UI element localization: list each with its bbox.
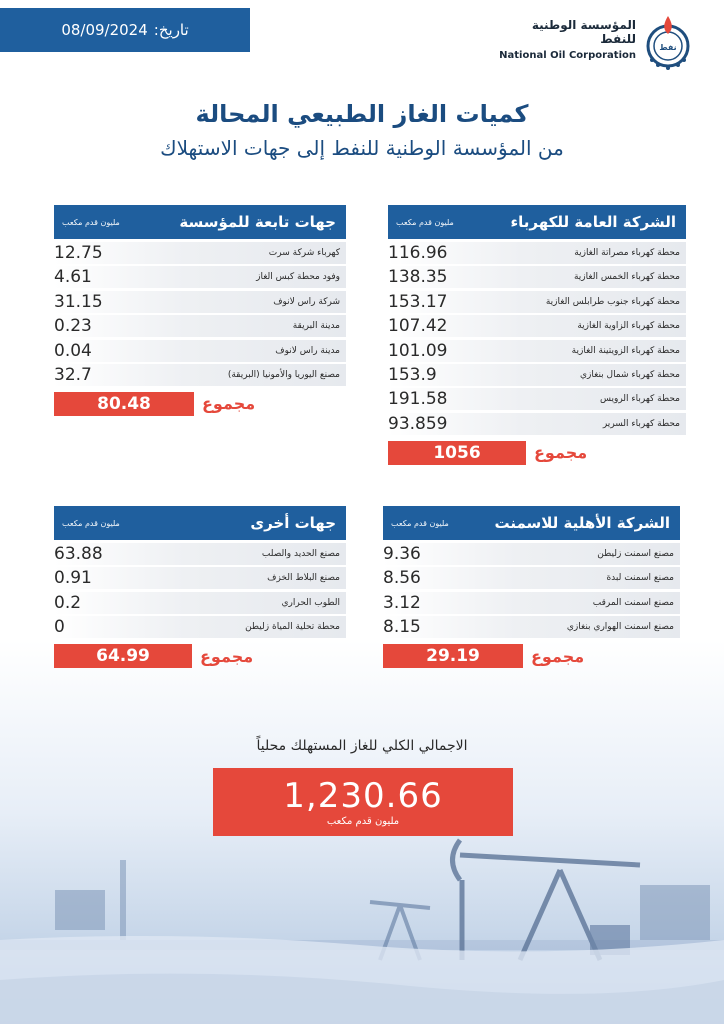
row-value: 12.75 [54, 243, 103, 263]
table-row [388, 242, 686, 264]
row-value: 0.04 [54, 340, 92, 361]
row-value: 0.91 [54, 568, 92, 589]
row-value: 63.88 [54, 544, 103, 564]
row-label: محطة كهرباء الزاوية الغازية [577, 321, 680, 332]
table-row [54, 567, 346, 589]
grand-total-unit: مليون قدم مكعب [326, 816, 400, 827]
row-label: مصنع اسمنت زليطن [597, 549, 674, 559]
panel-unit: مليون قدم مكعب [396, 217, 454, 227]
panel-title: جهات أخرى [250, 514, 336, 532]
row-value: 101.09 [388, 340, 448, 361]
row-value: 4.61 [54, 267, 92, 288]
table-row [54, 592, 346, 614]
panel-subsidiaries [54, 205, 346, 416]
total-value: 80.48 [54, 392, 194, 416]
row-label: مصنع اسمنت المرقب [592, 597, 674, 608]
table-row [54, 543, 346, 565]
row-value: 93.859 [388, 413, 448, 434]
table-row [388, 266, 686, 288]
total-value: 29.19 [383, 644, 523, 668]
table-row [54, 340, 346, 362]
panel-others [54, 506, 346, 668]
row-label: محطة كهرباء الخمس الغازية [573, 272, 680, 283]
row-label: محطة كهرباء جنوب طرابلس الغازية [545, 296, 680, 307]
rows [388, 242, 686, 435]
row-label: شركة راس لانوف [273, 296, 340, 307]
table-row [388, 413, 686, 435]
row-label: مدينة البريقة [292, 321, 340, 332]
row-value: 107.42 [388, 316, 448, 337]
panel-header [388, 205, 686, 239]
page-title-block [0, 100, 724, 160]
panel-title: الشركة العامة للكهرباء [510, 213, 676, 231]
total-label: مجموع [534, 443, 588, 463]
rows [54, 242, 346, 386]
row-label: محطة كهرباء الرويس [600, 394, 680, 405]
panel-title: جهات تابعة للمؤسسة [179, 213, 336, 231]
row-value: 8.15 [383, 617, 421, 638]
total-row [383, 644, 680, 668]
table-row [388, 364, 686, 386]
row-label: محطة كهرباء مصراتة الغازية [574, 248, 680, 258]
row-label: محطة كهرباء شمال بنغازي [579, 369, 680, 380]
date-bar [0, 8, 250, 52]
table-row [388, 340, 686, 362]
row-label: مصنع اليوريا والأمونيا (البريقة) [227, 369, 340, 380]
table-row [383, 616, 680, 638]
table-row [54, 315, 346, 337]
panel-unit: مليون قدم مكعب [391, 518, 449, 528]
row-value: 0.23 [54, 316, 92, 337]
row-label: محطة كهرباء الزويتينة الغازية [571, 345, 680, 356]
total-row [54, 644, 346, 668]
row-value: 153.17 [388, 291, 448, 312]
total-value: 64.99 [54, 644, 192, 668]
row-value: 8.56 [383, 568, 421, 589]
org-name-ar: المؤسسة الوطنية للنفط [531, 18, 636, 46]
total-row [388, 441, 686, 465]
noc-emblem-icon [642, 14, 694, 70]
row-value: 31.15 [54, 291, 103, 312]
org-name-en: National Oil Corporation [499, 50, 636, 61]
panel-header [54, 205, 346, 239]
page-title: كميات الغاز الطبيعي المحالة [195, 100, 529, 128]
row-label: محطة كهرباء السرير [602, 418, 680, 429]
page-subtitle: من المؤسسة الوطنية للنفط إلى جهات الاستهلاك [160, 136, 564, 160]
table-row [54, 266, 346, 288]
grand-total-label: الاجمالي الكلي للغاز المستهلك محلياً [256, 738, 468, 754]
table-row [54, 291, 346, 313]
total-label: مجموع [531, 646, 585, 666]
panel-unit: مليون قدم مكعب [62, 518, 120, 528]
row-label: مصنع اسمنت الهواري بنغازي [566, 622, 674, 633]
table-row [383, 592, 680, 614]
row-label: الطوب الحراري [281, 597, 340, 608]
row-value: 191.58 [388, 389, 448, 410]
row-label: محطة تحلية المياة زليطن [245, 622, 340, 633]
row-value: 32.7 [54, 364, 92, 385]
row-value: 116.96 [388, 243, 448, 263]
row-value: 9.36 [383, 544, 421, 564]
table-row [388, 388, 686, 410]
table-row [388, 291, 686, 313]
panel-header [54, 506, 346, 540]
total-row [54, 392, 346, 416]
table-row [388, 315, 686, 337]
date-value: 08/09/2024 [61, 21, 148, 39]
table-row [54, 616, 346, 638]
grand-total-value: 1,230.66 [283, 776, 443, 816]
row-value: 138.35 [388, 267, 448, 288]
total-label: مجموع [200, 646, 254, 666]
rows [54, 543, 346, 638]
panel-unit: مليون قدم مكعب [62, 217, 120, 227]
table-row [54, 364, 346, 386]
panel-electricity [388, 205, 686, 465]
row-value: 153.9 [388, 364, 437, 385]
table-row [383, 543, 680, 565]
emblem-text: نفط [659, 43, 677, 52]
grand-total-box [213, 768, 513, 836]
table-row [54, 242, 346, 264]
total-label: مجموع [202, 394, 256, 414]
date-label: تاريخ: [153, 21, 189, 39]
row-value: 3.12 [383, 592, 421, 613]
row-value: 0 [54, 617, 65, 638]
row-label: مصنع الحديد والصلب [261, 549, 340, 559]
rows [383, 543, 680, 638]
row-label: مصنع البلاط الخزف [267, 573, 340, 584]
panel-title: الشركة الأهلية للاسمنت [494, 514, 670, 532]
row-label: مصنع اسمنت لبدة [606, 573, 674, 584]
row-label: مدينة راس لانوف [275, 345, 340, 356]
row-label: وفود محطة كبس الغاز [256, 272, 340, 283]
table-row [383, 567, 680, 589]
row-value: 0.2 [54, 592, 82, 613]
panel-cement [383, 506, 680, 668]
row-label: كهرباء شركة سرت [268, 248, 340, 258]
panel-header [383, 506, 680, 540]
total-value: 1056 [388, 441, 526, 465]
noc-logo [499, 14, 694, 70]
